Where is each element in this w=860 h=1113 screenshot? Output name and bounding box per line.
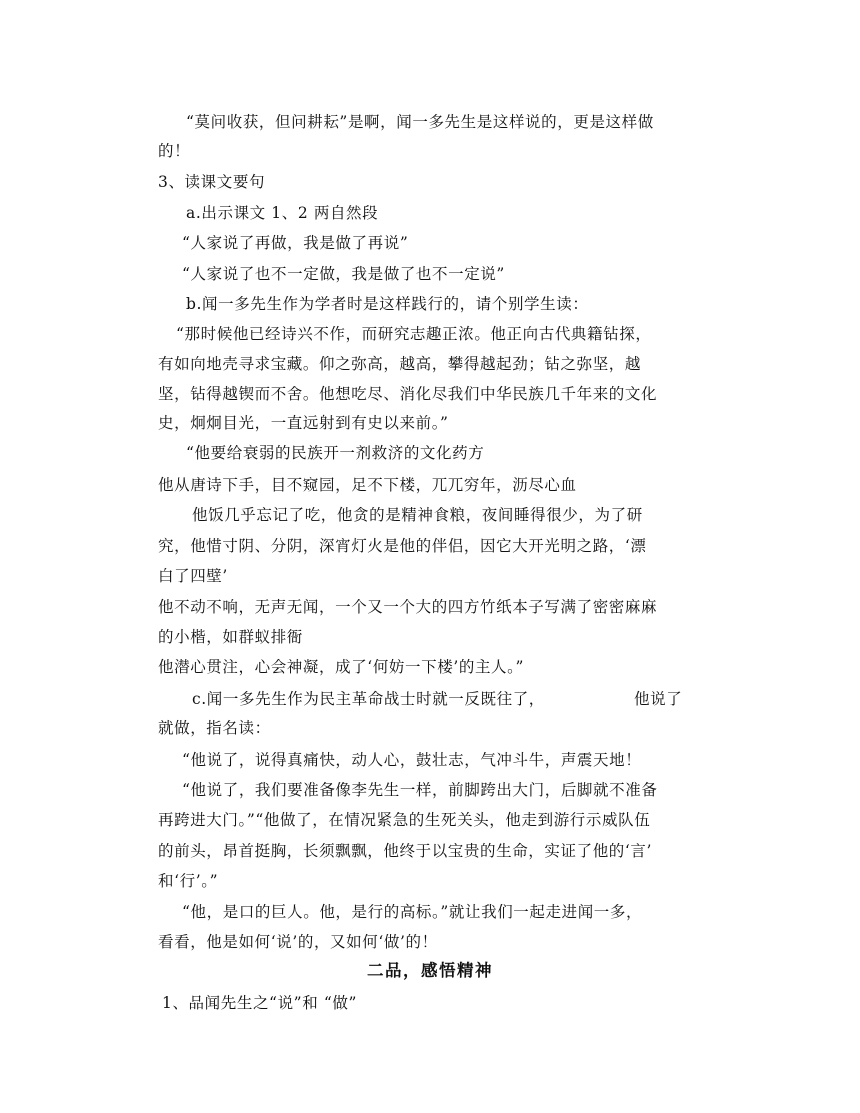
text-line: 和‘行’。”	[158, 872, 219, 890]
text-line: 坚，钻得越锲而不舍。他想吃尽、消化尽我们中华民族几千年来的文化	[158, 385, 658, 403]
text-line: “那时候他已经诗兴不作，而研究志趣正浓。他正向古代典籍钻探，	[176, 325, 652, 343]
text-line: 的前头，昂首挺胸，长须飘飘，他终于以宝贵的生命，实证了他的‘言’	[158, 842, 653, 860]
text-line: 他说了	[634, 690, 683, 708]
text-line: 再跨进大门。”“他做了，在情况紧急的生死关头，他走到游行示威队伍	[158, 811, 651, 829]
text-line: 究，他惜寸阴、分阴，深宵灯火是他的伴侣，因它大开光明之路，‘漂	[158, 537, 647, 555]
text-line: 有如向地壳寻求宝藏。仰之弥高，越高，攀得越起劲；钻之弥坚，越	[158, 355, 642, 373]
text-line: c.闻一多先生作为民主革命战士时就一反既往了，	[192, 690, 545, 708]
text-line: 的小楷，如群蚁排衙	[158, 628, 303, 646]
text-line: 他饭几乎忘记了吃，他贪的是精神食粮，夜间睡得很少，为了研	[192, 506, 643, 524]
text-line: 他不动不响，无声无闻，一个又一个大的四方竹纸本子写满了密密麻麻	[158, 598, 658, 616]
text-line: 白了四壁’	[158, 567, 228, 585]
text-line: 1、品闻先生之“说”和 “做”	[162, 994, 357, 1012]
text-line: 3、读课文要句	[158, 173, 266, 191]
text-line: 看看，他是如何‘说’的，又如何‘做’的！	[158, 933, 438, 951]
text-line: “人家说了再做，我是做了再说”	[182, 234, 409, 252]
text-line: 他从唐诗下手，目不窥园，足不下楼，兀兀穷年，沥尽心血	[158, 476, 577, 494]
text-line: a.出示课文 1、2 两自然段	[186, 204, 379, 222]
text-line: “他说了，我们要准备像李先生一样，前脚跨出大门，后脚就不准备	[182, 781, 658, 799]
text-line: “莫问收获，但问耕耘”是啊，闻一多先生是这样说的，更是这样做	[186, 113, 654, 131]
text-line: “人家说了也不一定做，我是做了也不一定说”	[182, 265, 505, 283]
text-line: “他，是口的巨人。他，是行的高标。”就让我们一起走进闻一多，	[182, 903, 643, 921]
text-line: “他说了，说得真痛快，动人心，鼓壮志，气冲斗牛，声震天地！	[182, 751, 642, 769]
text-line: 他潜心贯注，心会神凝，成了‘何妨一下楼’的主人。”	[158, 658, 525, 676]
section-heading: 二品，感悟精神	[367, 961, 493, 980]
text-line: b.闻一多先生作为学者时是这样践行的，请个别学生读：	[186, 295, 589, 313]
text-line: “他要给衰弱的民族开一剂救济的文化药方	[186, 444, 485, 462]
text-line: 就做，指名读：	[158, 719, 271, 737]
text-line: 的！	[158, 142, 191, 160]
text-line: 史，炯炯目光，一直远射到有史以来前。”	[158, 414, 449, 432]
